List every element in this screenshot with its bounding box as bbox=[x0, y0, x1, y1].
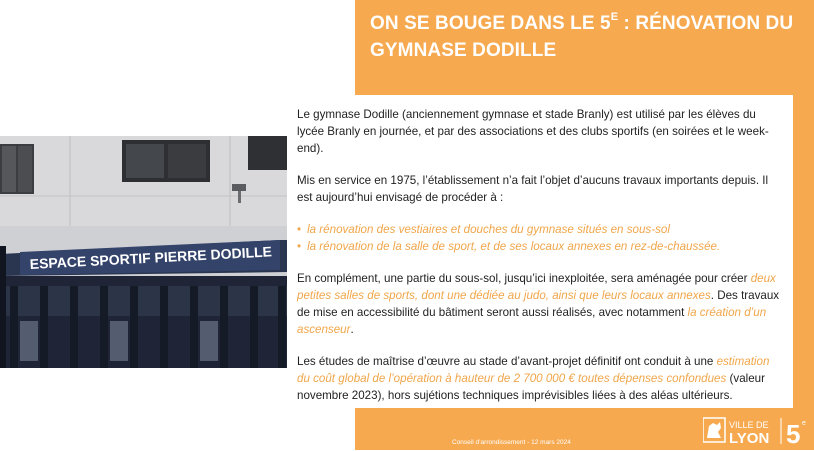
paragraph-intro: Le gymnase Dodille (anciennement gymnase et stade Branly) est utilisé par les élèves du lycée Branly en journée, et par des associations et des clubs sportifs (en soirées et le week-end). bbox=[297, 108, 769, 155]
paragraph-works: Mis en service en 1975, l’établissement n’a fait l’objet d’aucuns travaux importants depuis. Il est aujourd’hui envisagé de procéder à : bbox=[297, 174, 769, 204]
gymnasium-photo bbox=[0, 136, 287, 368]
lion-icon bbox=[707, 422, 721, 438]
footer-text: Conseil d’arrondissement - 12 mars 2024 bbox=[452, 439, 571, 446]
page-title: ON SE BOUGE DANS LE $5^E$ : RÉNOVATION DU GYMNASE DODILLE bbox=[370, 11, 794, 61]
logo-number: 5 bbox=[786, 419, 801, 446]
list-item: • la rénovation de la salle de sport, et de ses locaux annexes en rez-de-chaussée. bbox=[297, 240, 721, 253]
logo-sup: e bbox=[802, 420, 806, 427]
paragraph-estimate: Les études de maîtrise d’œuvre au stade d’avant-projet définitif ont conduit à une estimation du coût global de l’opération à hauteur de 2 700 000 € toutes dépenses confondues (valeur novembre 2023), hors sujétions techniques imprévisibles liées à des aléas ultérieurs. bbox=[297, 355, 770, 402]
works-list bbox=[297, 221, 782, 255]
logo-line1: VILLE DE bbox=[729, 420, 769, 430]
paragraph-complement: En complément, une partie du sous-sol, jusqu’ici inexploitée, sera aménagée pour créer deux petites salles de sports, dont une dédiée au judo, ainsi que leurs locaux annexes. Des travaux de mise en accessibilité du bâtiment seront aussi réalisés, avec notamment la création d’un ascenseur. bbox=[297, 272, 780, 336]
sign-text: ESPACE SPORTIF PIERRE DODILLE bbox=[29, 243, 273, 272]
logo-line2: LYON bbox=[729, 430, 770, 446]
list-item: • la rénovation des vestiaires et douches du gymnase situés en sous-sol bbox=[297, 223, 670, 236]
ville-de-lyon-logo bbox=[703, 414, 809, 446]
article-text bbox=[297, 106, 782, 419]
